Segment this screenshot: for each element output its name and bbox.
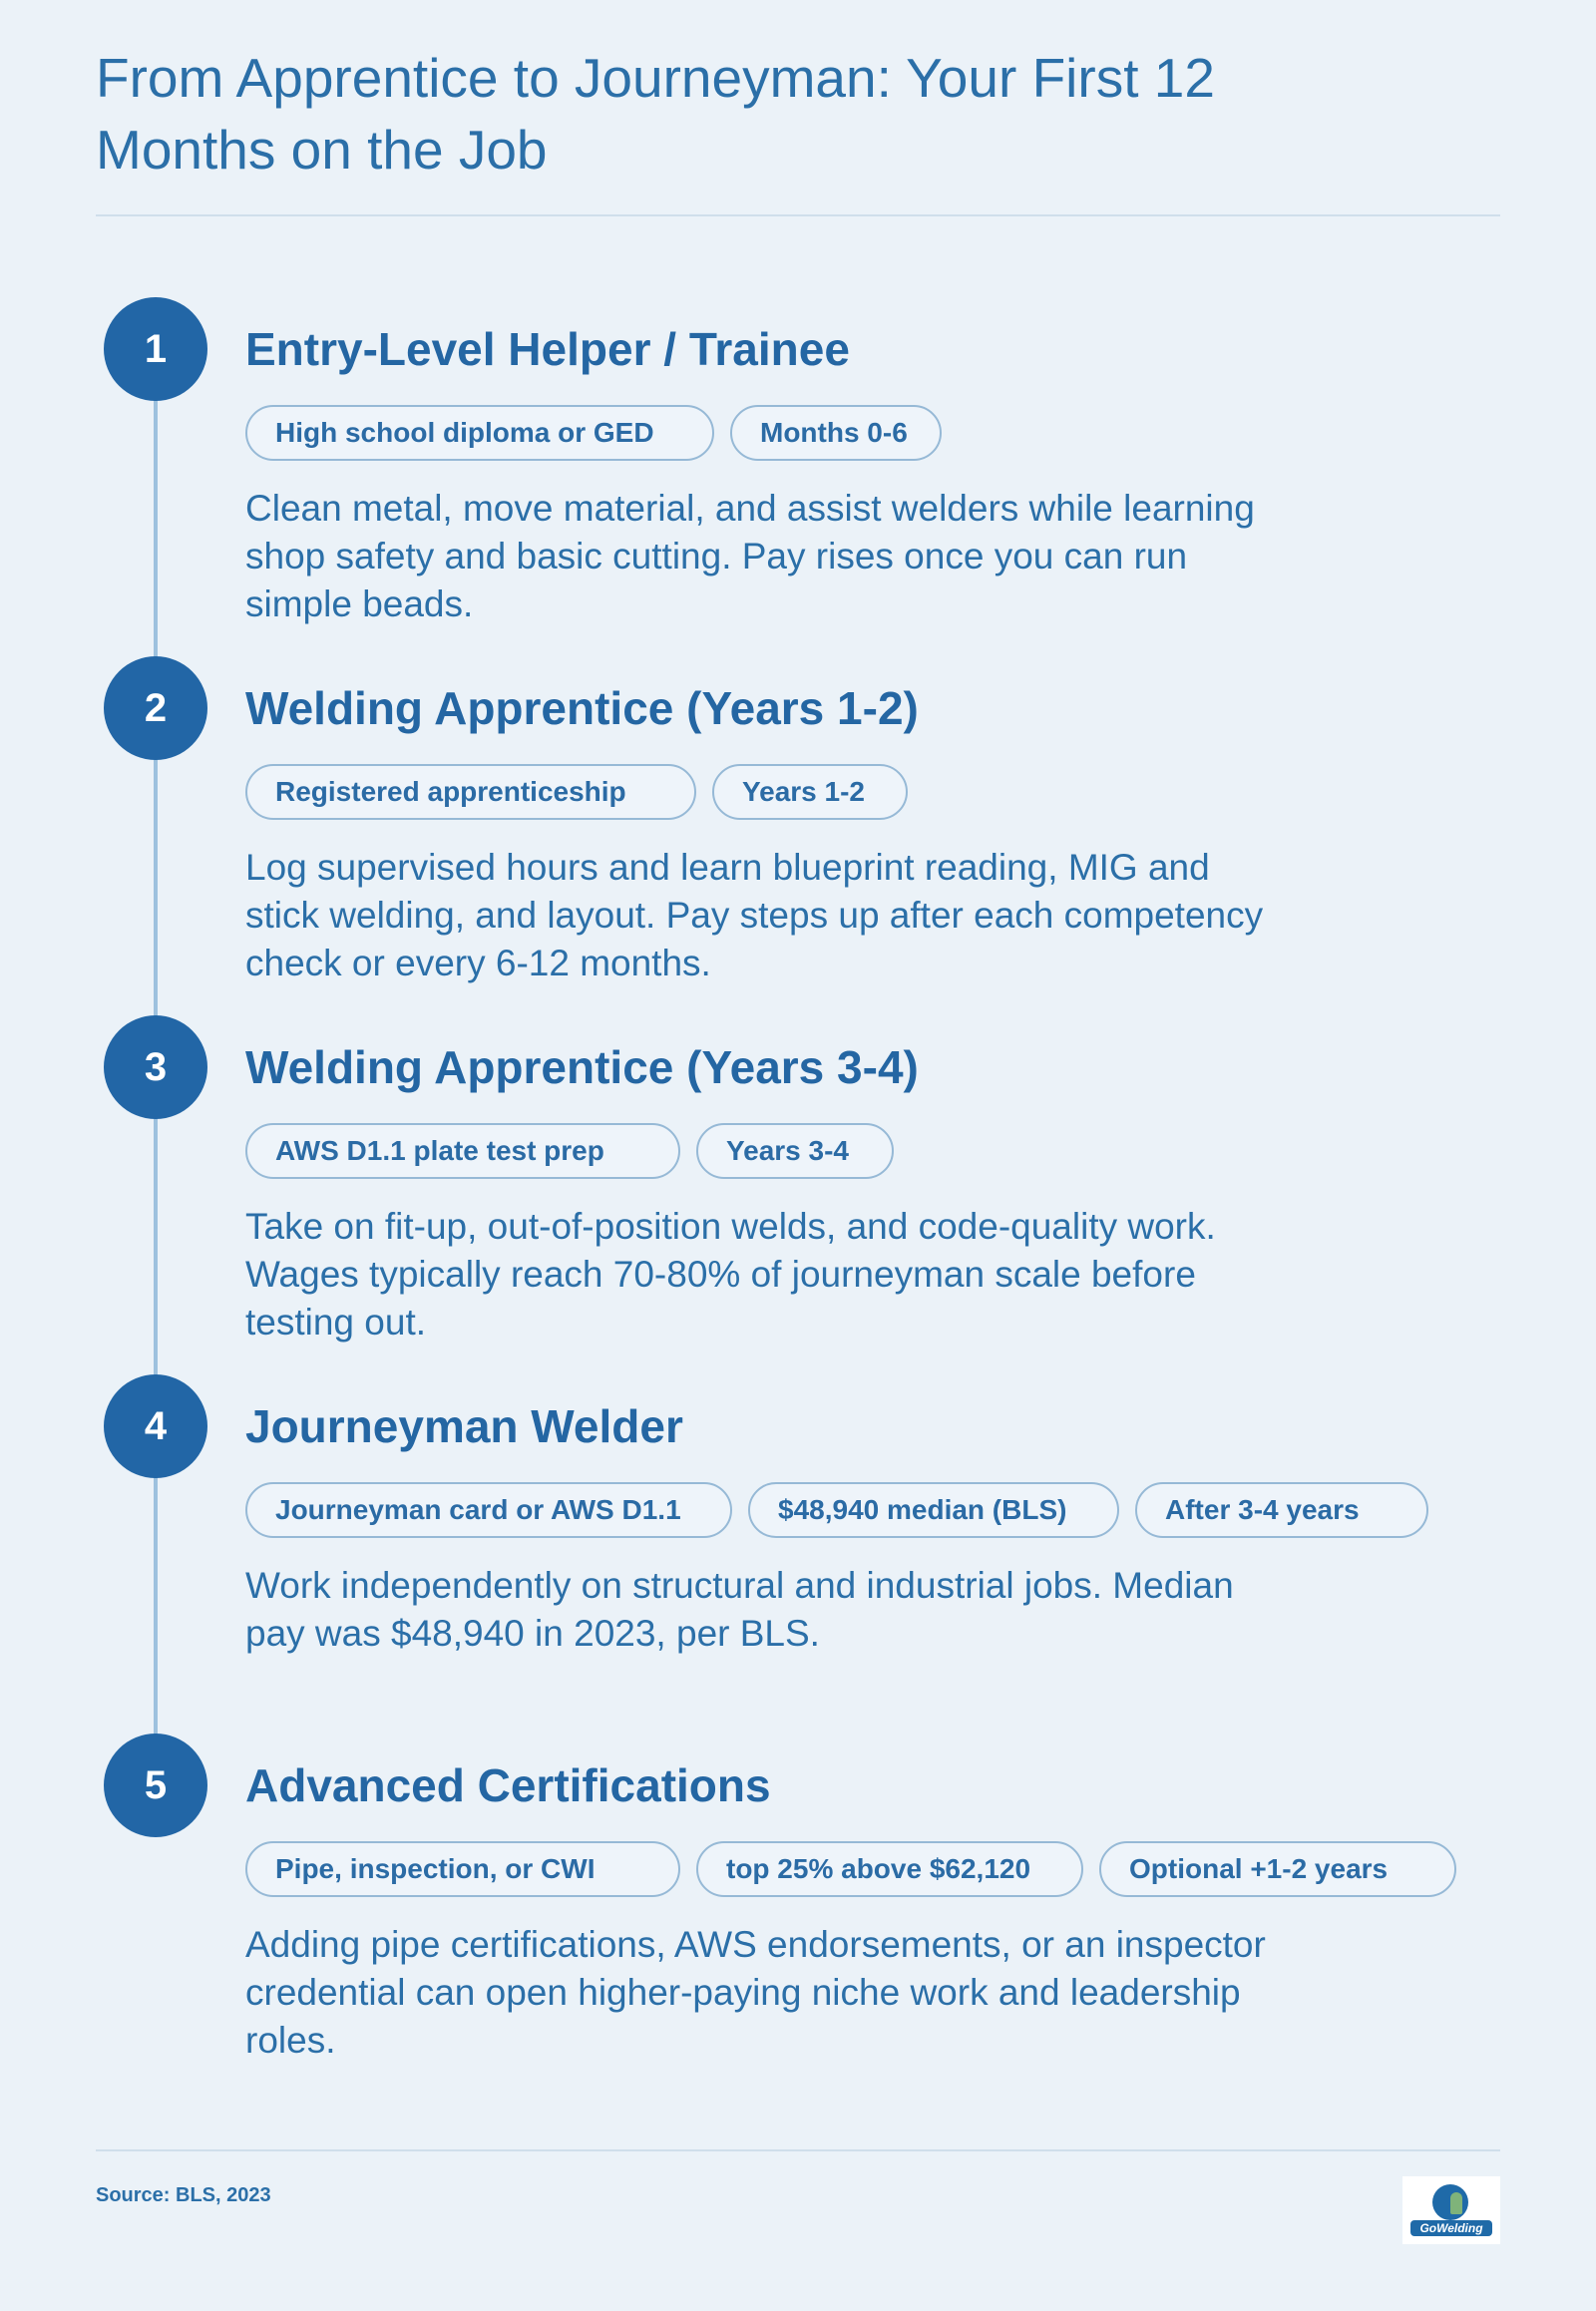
step-title: Advanced Certifications [245, 1759, 771, 1811]
timeline-step-4 [104, 1374, 1520, 1704]
step-number-badge: 3 [104, 1015, 207, 1119]
step-title: Journeyman Welder [245, 1400, 683, 1452]
requirement-tag: Pipe, inspection, or CWI [245, 1841, 680, 1897]
salary-tag: $48,940 median (BLS) [748, 1482, 1119, 1538]
step-tags [245, 1123, 894, 1179]
step-number-badge: 5 [104, 1733, 207, 1837]
step-title: Welding Apprentice (Years 1-2) [245, 682, 919, 734]
duration-tag: Years 3-4 [696, 1123, 894, 1179]
step-tags [245, 405, 942, 461]
step-title: Welding Apprentice (Years 3-4) [245, 1041, 919, 1093]
step-number-badge: 1 [104, 297, 207, 401]
timeline-step-5 [104, 1733, 1520, 2063]
gowelding-logo [1402, 2176, 1500, 2244]
requirement-tag: High school diploma or GED [245, 405, 714, 461]
step-description: Clean metal, move material, and assist welders while learning shop safety and basic cutting. Pay rises once you can run simple beads. [245, 488, 1255, 624]
requirement-tag: AWS D1.1 plate test prep [245, 1123, 680, 1179]
source-note: Source: BLS, 2023 [96, 2184, 271, 2206]
step-tags [245, 1841, 1456, 1897]
duration-tag: After 3-4 years [1135, 1482, 1428, 1538]
duration-tag: Years 1-2 [712, 764, 908, 820]
step-number-badge: 2 [104, 656, 207, 760]
requirement-tag: Registered apprenticeship [245, 764, 696, 820]
step-tags [245, 764, 908, 820]
logo-wordmark: GoWelding [1410, 2220, 1492, 2236]
step-tags [245, 1482, 1428, 1538]
step-description: Adding pipe certifications, AWS endorsements, or an inspector credential can open higher-paying niche work and leadership roles. [245, 1924, 1266, 2061]
timeline-step-3 [104, 1015, 1520, 1345]
duration-tag: Optional +1-2 years [1099, 1841, 1456, 1897]
step-description: Work independently on structural and industrial jobs. Median pay was $48,940 in 2023, per BLS. [245, 1565, 1234, 1654]
step-description: Take on fit-up, out-of-position welds, and code-quality work. Wages typically reach 70-80% of journeyman scale before testing out. [245, 1206, 1216, 1343]
salary-tag: top 25% above $62,120 [696, 1841, 1083, 1897]
welder-icon [1432, 2184, 1468, 2220]
step-number-badge: 4 [104, 1374, 207, 1478]
page-title: From Apprentice to Journeyman: Your First 12 Months on the Job [96, 47, 1215, 181]
footer-divider [96, 2149, 1500, 2151]
timeline-step-2 [104, 656, 1520, 985]
step-title: Entry-Level Helper / Trainee [245, 323, 850, 375]
header-divider [96, 214, 1500, 216]
step-description: Log supervised hours and learn blueprint reading, MIG and stick welding, and layout. Pay steps up after each competency check or every 6-12 months. [245, 847, 1264, 983]
duration-tag: Months 0-6 [730, 405, 942, 461]
requirement-tag: Journeyman card or AWS D1.1 [245, 1482, 732, 1538]
timeline-step-1 [104, 297, 1520, 626]
